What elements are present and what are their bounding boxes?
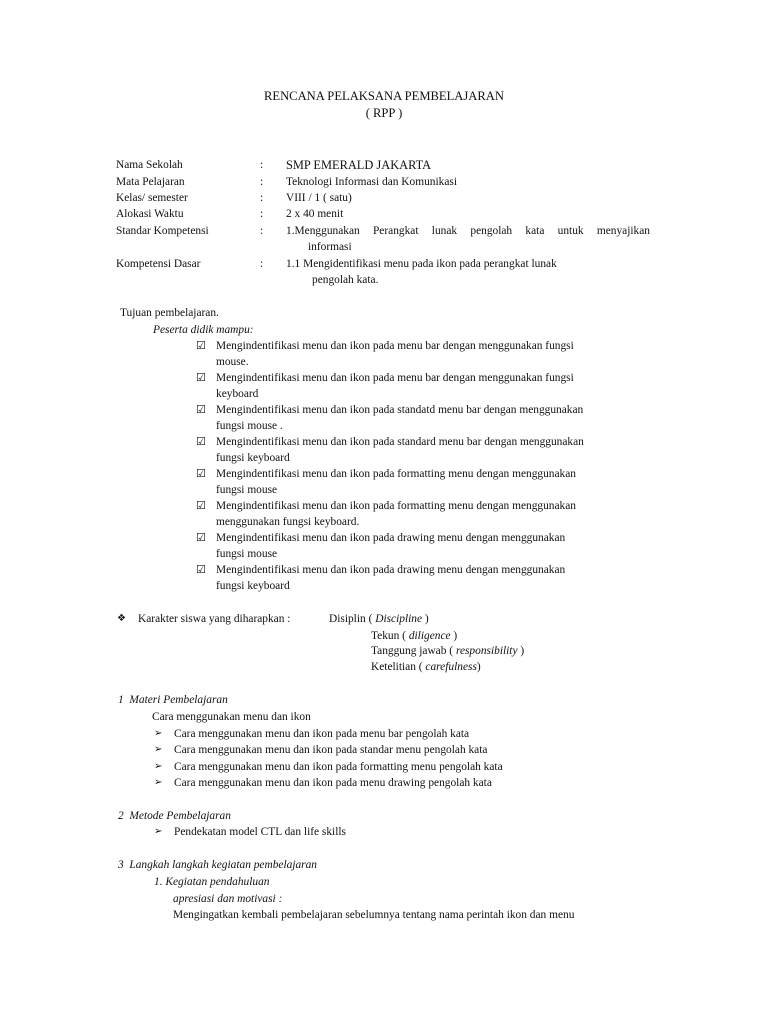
identity-row-class xyxy=(116,190,656,206)
identity-label: Nama Sekolah xyxy=(116,159,183,171)
arrow-bullet-icon: ➢ xyxy=(154,728,163,739)
list-item-text: Mengindentifikasi menu dan ikon pada drawing menu dengan menggunakan fungsi mouse xyxy=(216,532,566,560)
character-value: Ketelitian ( carefulness) xyxy=(371,661,481,673)
identity-label: Standar Kompetensi xyxy=(116,225,209,237)
steps-text: Mengingatkan kembali pembelajaran sebelumnya tentang nama perintah ikon dan menu xyxy=(173,909,575,921)
section-heading-material: 1 Materi Pembelajaran xyxy=(118,694,228,706)
identity-colon: : xyxy=(260,225,264,237)
checkbox-checked-icon: ☑ xyxy=(196,371,206,384)
list-item-text: Mengindentifikasi menu dan ikon pada drawing menu dengan menggunakan fungsi keyboard xyxy=(216,564,566,592)
identity-row-competency-standard xyxy=(116,223,656,257)
identity-colon: : xyxy=(260,176,264,188)
identity-value: Teknologi Informasi dan Komunikasi xyxy=(286,176,457,188)
objectives-subheading: Peserta didik mampu: xyxy=(153,324,254,336)
identity-value: VIII / 1 ( satu) xyxy=(286,192,352,204)
identity-row-basic-competency xyxy=(116,256,656,290)
character-label: Karakter siswa yang diharapkan : xyxy=(138,613,291,625)
objectives-heading: Tujuan pembelajaran. xyxy=(120,307,219,319)
character-value: Disiplin ( Discipline ) xyxy=(329,613,429,625)
list-item-text: Cara menggunakan menu dan ikon pada menu bar pengolah kata xyxy=(174,728,470,740)
steps-subheading: 1. Kegiatan pendahuluan xyxy=(154,876,270,888)
list-item-text: Pendekatan model CTL dan life skills xyxy=(174,826,346,838)
identity-value-continued: informasi xyxy=(308,241,352,253)
document-title: RENCANA PELAKSANA PEMBELAJARAN xyxy=(263,89,504,103)
identity-row-time xyxy=(116,206,656,222)
identity-value: SMP EMERALD JAKARTA xyxy=(286,158,432,172)
identity-row-subject xyxy=(116,174,656,190)
list-item-text: Mengindentifikasi menu dan ikon pada formatting menu dengan menggunakan menggunakan fungsi keyboard. xyxy=(216,500,576,528)
list-item-text: Mengindentifikasi menu dan ikon pada menu bar dengan menggunakan fungsi keyboard xyxy=(216,372,574,400)
identity-value: 1.Menggunakan Perangkat lunak pengolah kata untuk menyajikan xyxy=(286,225,650,237)
arrow-bullet-icon: ➢ xyxy=(154,826,163,837)
identity-colon: : xyxy=(260,258,264,270)
identity-value-continued: pengolah kata. xyxy=(312,274,379,286)
checkbox-checked-icon: ☑ xyxy=(196,499,206,512)
identity-colon: : xyxy=(260,159,264,171)
section-heading-method: 2 Metode Pembelajaran xyxy=(118,810,231,822)
identity-colon: : xyxy=(260,192,264,204)
list-item-text: Cara menggunakan menu dan ikon pada formatting menu pengolah kata xyxy=(174,761,503,773)
identity-value: 2 x 40 menit xyxy=(286,208,344,220)
arrow-bullet-icon: ➢ xyxy=(154,761,163,772)
checkbox-checked-icon: ☑ xyxy=(196,435,206,448)
checkbox-checked-icon: ☑ xyxy=(196,531,206,544)
steps-sub-subheading: apresiasi dan motivasi : xyxy=(173,893,283,905)
character-value: Tekun ( diligence ) xyxy=(371,630,458,642)
list-item-text: Cara menggunakan menu dan ikon pada standar menu pengolah kata xyxy=(174,744,488,756)
list-item-text: Mengindentifikasi menu dan ikon pada standatd menu bar dengan menggunakan fungsi mouse . xyxy=(216,404,584,432)
arrow-bullet-icon: ➢ xyxy=(154,744,163,755)
identity-value: 1.1 Mengidentifikasi menu pada ikon pada perangkat lunak xyxy=(286,258,557,270)
diamond-bullet-icon: ❖ xyxy=(117,613,126,624)
section-heading-steps: 3 Langkah langkah kegiatan pembelajaran xyxy=(118,859,318,871)
identity-colon: : xyxy=(260,208,264,220)
identity-row-school xyxy=(116,157,656,173)
list-item-text: Mengindentifikasi menu dan ikon pada formatting menu dengan menggunakan fungsi mouse xyxy=(216,468,576,496)
arrow-bullet-icon: ➢ xyxy=(154,777,163,788)
checkbox-checked-icon: ☑ xyxy=(196,563,206,576)
identity-label: Mata Pelajaran xyxy=(116,176,185,188)
list-item-text: Mengindentifikasi menu dan ikon pada menu bar dengan menggunakan fungsi mouse. xyxy=(216,340,574,368)
document-subtitle: ( RPP ) xyxy=(365,106,403,120)
identity-label: Kompetensi Dasar xyxy=(116,258,201,270)
identity-label: Kelas/ semester xyxy=(116,192,188,204)
material-intro: Cara menggunakan menu dan ikon xyxy=(152,711,311,723)
checkbox-checked-icon: ☑ xyxy=(196,339,206,352)
list-item-text: Cara menggunakan menu dan ikon pada menu drawing pengolah kata xyxy=(174,777,492,789)
character-value: Tanggung jawab ( responsibility ) xyxy=(371,645,525,657)
checkbox-checked-icon: ☑ xyxy=(196,467,206,480)
checkbox-checked-icon: ☑ xyxy=(196,403,206,416)
list-item-text: Mengindentifikasi menu dan ikon pada standard menu bar dengan menggunakan fungsi keyboard xyxy=(216,436,584,464)
identity-label: Alokasi Waktu xyxy=(116,208,184,220)
